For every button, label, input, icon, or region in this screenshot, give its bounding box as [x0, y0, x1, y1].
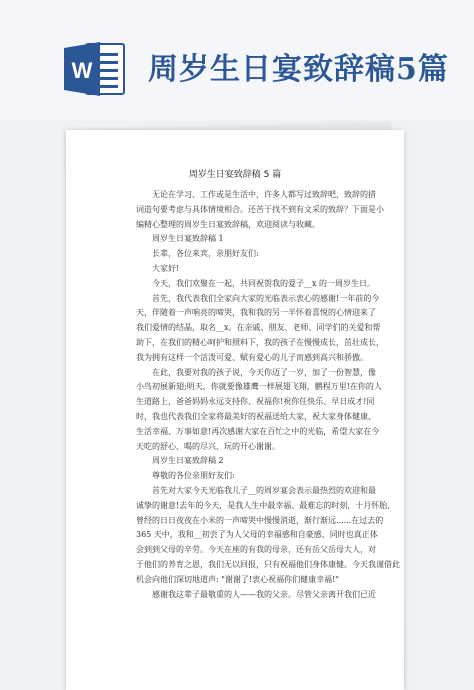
text-line: 尊敬的各位亲朋好友们: — [152, 471, 235, 481]
text-line: 词造句要考虑与具体情境相合。还苦于找不到有文采的致辞？下面是小 — [136, 204, 384, 214]
text-line: 我为拥有这样一个活泼可爱、赋有爱心的儿子而感到高兴和骄傲。 — [136, 352, 368, 362]
text-line: 机会向他们深切地道声: "谢谢了!衷心祝福你们健康幸福!" — [136, 574, 340, 584]
text-line: 周岁生日宴致辞稿 1 — [152, 234, 224, 244]
text-line: 长辈，各位来宾，亲朋好友们: — [152, 249, 259, 259]
text-line: 天，伴随着一声响亮的啼哭，我和我的另一半怀着喜悦的心情迎来了 — [136, 308, 376, 318]
text-line: 生活幸福、万事如意!再次感谢大家在百忙之中的光临，希望大家在今 — [136, 426, 380, 436]
text-line: 我们爱情的结晶，取名__x。在亲戚、朋友、老师、同学们的关爱和帮 — [136, 323, 381, 333]
document-body — [136, 188, 400, 602]
text-line: 诚挚的谢意!去年的今天，是我人生中最幸福、最难忘的时刻，十月怀胎， — [136, 500, 396, 510]
text-line: 今天，我们欢聚在一起，共同祝贺我的爱子__x 的一周岁生日。 — [152, 278, 376, 288]
text-line: 生道路上，爸爸妈妈永远支持你、祝福你!祝你任快乐、早日成才!同 — [136, 397, 375, 407]
text-line: 助下，在我们的精心呵护和照料下，我的孩子在慢慢成长，茁壮成长， — [136, 337, 384, 347]
text-line: 365 天中，我和__初尝了为人父母的幸福感和自豪感，同时也真正体 — [136, 530, 378, 540]
text-line: 在此，我要对我的孩子说，今天你迈了一岁，加了一份智慧，像 — [152, 367, 376, 377]
document-page — [66, 130, 404, 690]
text-line: 首先对大家今天光临我儿子__的周岁宴会表示最热烈的欢迎和最 — [152, 485, 376, 495]
text-line: 会到到父母的辛劳。今天在座的有我的母亲，还有岳父岳母大人，对 — [136, 545, 376, 555]
header-banner — [0, 0, 474, 120]
text-line: 于他们的养育之恩，我们无以回报，只有祝福他们身体康健。今天我谨借此 — [136, 559, 400, 569]
word-document-icon — [64, 40, 126, 98]
text-line: 时，我也代表我们全家将最美好的祝福送给大家，祝大家身体健康、 — [136, 411, 376, 421]
text-line: 周岁生日宴致辞稿 2 — [152, 456, 224, 466]
text-line: 天吃的舒心、喝的尽兴、玩的开心谢谢。 — [136, 441, 280, 451]
text-line: 小鸟初展新翅;明天，你就要像雄鹰一样展翅飞翔，鹏程万里!在你的人 — [136, 382, 382, 392]
text-line: 编精心整理的周岁生日宴致辞稿，欢迎阅读与收藏。 — [136, 219, 320, 229]
word-logo-letter: W — [71, 58, 93, 83]
text-line: 感谢我这辈子最敬重的人——我的父亲。尽管父亲离开我们已近 — [152, 589, 376, 599]
text-line: 大家好! — [152, 263, 180, 273]
text-line: 首先，我代表我们全家向大家的光临表示衷心的感谢!一年前的今 — [152, 293, 380, 303]
text-line: 无论在学习、工作或是生活中，许多人都写过致辞吧，致辞的措 — [152, 190, 376, 199]
document-title: 周岁生日宴致辞稿 5 篇 — [188, 170, 282, 180]
text-line: 曾经的日日夜夜在小米的一声啼哭中慢慢消逝，渐行渐远......在过去的 — [136, 515, 384, 525]
banner-title: 周岁生日宴致辞稿5篇 — [148, 52, 449, 87]
